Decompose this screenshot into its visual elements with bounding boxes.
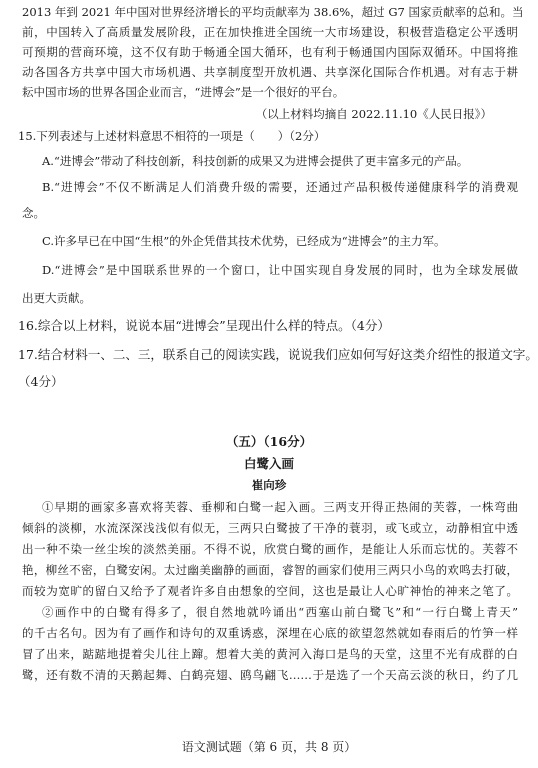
text-line: 耘中国市场的世界各国企业而言，“进博会”是一个很好的平台。: [22, 85, 345, 99]
question-stem: 15.下列表述与上述材料意思不相符的一项是（ ）（2分）: [18, 129, 326, 143]
option-b-cont: 念。: [22, 206, 45, 220]
text-line: 前，中国转入了高质量发展阶段，正在加快推进全国统一大市场建设，积极营造稳定公平透明: [22, 25, 518, 39]
text-line: 艳，柳丝不密，白鹭安闲。太过幽美幽静的画面，睿智的画家们使用三两只小鸟的欢鸣去打破，: [22, 563, 518, 577]
option-c: C.许多早已在中国“生根”的外企凭借其技术优势，已经成为“进博会”的主力军。: [42, 234, 446, 248]
option-b: B.“进博会”不仅不断满足人们消费升级的需要，还通过产品积极传递健康科学的消费观: [42, 180, 518, 194]
text-line: 2013 年到 2021 年中国对世界经济增长的平均贡献率为 38.6%，超过 G7 国家贡献率的总和。当: [22, 5, 524, 19]
page-footer: 语文测试题（第 6 页，共 8 页）: [181, 740, 357, 754]
text-line: 动各国各方共享中国大市场机遇、共享制度型开放机遇、共享深化国际合作机遇。对有志于耕: [22, 65, 518, 79]
question-16: 16.综合以上材料，说说本届“进博会”呈现出什么样的特点。（4分）: [18, 318, 390, 333]
option-d: D.“进博会”是中国联系世界的一个窗口，让中国实现自身发展的同时，也为全球发展做: [42, 263, 518, 277]
option-d-cont: 出更大贡献。: [22, 291, 91, 305]
text-line: ②画作中的白鹭有得多了，很自然地就吟诵出“西塞山前白鹭飞”和“一行白鹭上青天”: [42, 605, 518, 619]
text-line: 鹭，还有数不清的天鹅起舞、白鹤亮翅、鸥鸟翩飞……于是选了一个天高云淡的秋日，约了几: [22, 668, 518, 682]
text-line: 的千古名句。因为有了画作和诗句的双重诱惑，深埋在心底的欲望忽然就如春雨后的竹笋一样: [22, 626, 518, 640]
option-a: A.“进博会”带动了科技创新，科技创新的成果又为进博会提供了更丰富多元的产品。: [42, 154, 469, 168]
source-citation: （以上材料均摘自 2022.11.10《人民日报》）: [255, 107, 492, 121]
text-line: 可预期的营商环境，这不仅有助于畅通全国大循环，也有利于畅通国内国际双循环。中国将推: [22, 45, 518, 59]
text-line: 出一种不染一丝尘埃的淡然美丽。不得不说，欣赏白鹭的画作，是能让人乐而忘忧的。芙蓉不: [22, 542, 518, 556]
text-line: 倾斜的淡柳，水流深深浅浅似有似无，三两只白鹭披了干净的蓑羽，或飞或立，动静相宜中透: [22, 521, 518, 535]
text-line: ①早期的画家多喜欢将芙蓉、垂柳和白鹭一起入画。三两支开得正热闹的芙蓉，一株弯曲: [42, 500, 518, 514]
question-17-cont: （4分）: [18, 374, 64, 389]
question-17-text: 17.结合材料一、二、三，联系自己的阅读实践，说说我们应如何写好这类介绍性的报道文字。: [18, 347, 538, 362]
article-title: 白鹭入画: [243, 456, 294, 471]
section-heading: （五）（16分）: [225, 434, 313, 449]
article-author: 崔向珍: [251, 478, 287, 492]
text-line: 冒了出来，踮踮地提着尖儿往上蹿。想着大美的黄河入海口是鸟的天堂，这里不光有成群的白: [22, 647, 518, 661]
text-line: 而较为宽旷的留白又给予了观者许多自由想象的空间，这也是最让人心旷神怡的神来之笔了。: [22, 584, 518, 598]
